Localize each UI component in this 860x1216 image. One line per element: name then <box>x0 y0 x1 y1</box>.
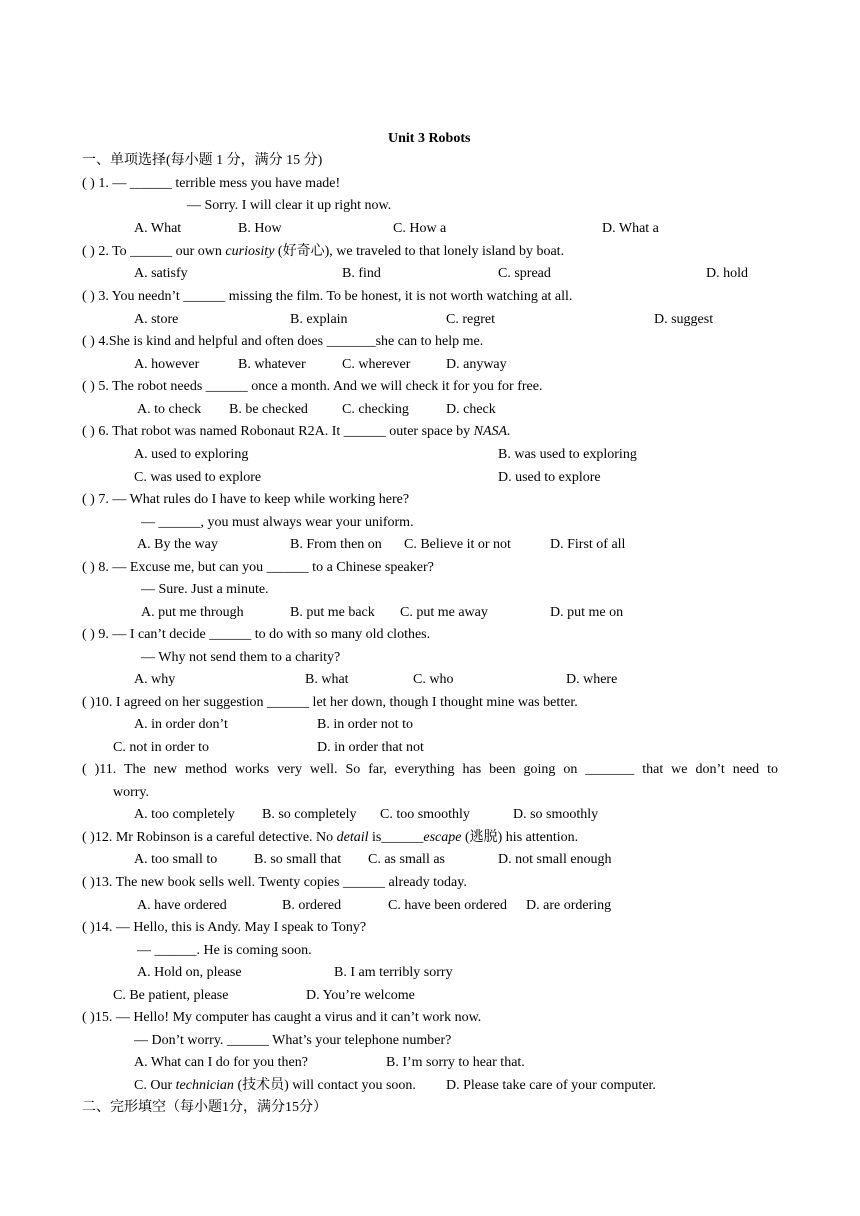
question-7-option-a: A. By the way <box>137 537 218 552</box>
question-1-stem: ( ) 1. — ______ terrible mess you have made! <box>82 176 341 191</box>
question-3-option-b: B. explain <box>290 312 348 327</box>
question-15-option-b: B. I’m sorry to hear that. <box>386 1055 525 1070</box>
question-8-option-a: A. put me through <box>141 605 244 620</box>
question-9-reply: — Why not send them to a charity? <box>141 650 341 665</box>
question-9-option-c: C. who <box>413 672 454 687</box>
question-14-option-a: A. Hold on, please <box>137 965 242 980</box>
question-2-option-c: C. spread <box>498 266 551 281</box>
question-2-option-b: B. find <box>342 266 381 281</box>
question-8-reply: — Sure. Just a minute. <box>141 582 269 597</box>
question-1-option-a: A. What <box>134 221 182 236</box>
question-14-stem: ( )14. — Hello, this is Andy. May I speak to Tony? <box>82 920 367 935</box>
question-13-option-a: A. have ordered <box>137 898 227 913</box>
question-12-option-a: A. too small to <box>134 852 218 867</box>
question-4-option-c: C. wherever <box>342 357 411 372</box>
question-14-reply: — ______. He is coming soon. <box>137 943 312 958</box>
question-1-option-b: B. How <box>238 221 282 236</box>
question-11-option-d: D. so smoothly <box>513 807 599 822</box>
question-7-option-c: C. Believe it or not <box>404 537 511 552</box>
question-12-option-b: B. so small that <box>254 852 342 867</box>
question-5-option-d: D. check <box>446 402 496 417</box>
question-14-option-b: B. I am terribly sorry <box>334 965 453 980</box>
question-12-option-d: D. not small enough <box>498 852 612 867</box>
question-7-stem: ( ) 7. — What rules do I have to keep while working here? <box>82 492 410 507</box>
question-10-stem: ( )10. I agreed on her suggestion ______ let her down, though I thought mine was better. <box>82 695 578 710</box>
question-13-stem: ( )13. The new book sells well. Twenty copies ______ already today. <box>82 875 467 890</box>
question-2-option-d: D. hold <box>706 266 748 281</box>
question-7-reply: — ______, you must always wear your uniform. <box>141 515 414 530</box>
question-3-option-a: A. store <box>134 312 179 327</box>
question-11-continuation: worry. <box>113 785 150 800</box>
question-10-option-d: D. in order that not <box>317 740 424 755</box>
question-1-reply: — Sorry. I will clear it up right now. <box>187 198 392 213</box>
question-9-option-a: A. why <box>134 672 176 687</box>
page-title: Unit 3 Robots <box>388 131 471 146</box>
question-15-option-c: C. Our technician (技术员) will contact you soon. <box>134 1078 416 1093</box>
question-5-option-b: B. be checked <box>229 402 308 417</box>
question-5-option-a: A. to check <box>137 402 202 417</box>
question-3-option-d: D. suggest <box>654 312 714 327</box>
question-4-stem: ( ) 4.She is kind and helpful and often does _______she can to help me. <box>82 334 484 349</box>
question-1-option-d: D. What a <box>602 221 659 236</box>
question-7-option-b: B. From then on <box>290 537 382 552</box>
question-1-option-c: C. How a <box>393 221 447 236</box>
question-11-option-c: C. too smoothly <box>380 807 470 822</box>
question-6-option-c: C. was used to explore <box>134 470 262 485</box>
question-13-option-c: C. have been ordered <box>388 898 507 913</box>
question-9-option-d: D. where <box>566 672 618 687</box>
question-13-option-d: D. are ordering <box>526 898 612 913</box>
question-9-stem: ( ) 9. — I can’t decide ______ to do with so many old clothes. <box>82 627 431 642</box>
question-15-reply: — Don’t worry. ______ What’s your telephone number? <box>134 1033 452 1048</box>
question-15-option-d: D. Please take care of your computer. <box>446 1078 656 1093</box>
question-12-stem: ( )12. Mr Robinson is a careful detective. No detail is______escape (逃脱) his attention. <box>82 830 579 845</box>
question-7-option-d: D. First of all <box>550 537 626 552</box>
question-11-option-a: A. too completely <box>134 807 235 822</box>
question-11-option-b: B. so completely <box>262 807 357 822</box>
question-14-option-d: D. You’re welcome <box>306 988 415 1003</box>
question-5-stem: ( ) 5. The robot needs ______ once a month. And we will check it for you for free. <box>82 379 543 394</box>
question-14-option-c: C. Be patient, please <box>113 988 229 1003</box>
question-4-option-b: B. whatever <box>238 357 306 372</box>
question-10-option-a: A. in order don’t <box>134 717 228 732</box>
question-8-option-d: D. put me on <box>550 605 624 620</box>
question-2-option-a: A. satisfy <box>134 266 188 281</box>
question-4-option-d: D. anyway <box>446 357 507 372</box>
question-5-option-c: C. checking <box>342 402 409 417</box>
question-10-option-b: B. in order not to <box>317 717 414 732</box>
question-4-option-a: A. however <box>134 357 200 372</box>
question-13-option-b: B. ordered <box>282 898 342 913</box>
question-15-stem: ( )15. — Hello! My computer has caught a virus and it can’t work now. <box>82 1010 482 1025</box>
question-12-option-c: C. as small as <box>368 852 445 867</box>
question-11-stem: ( )11. The new method works very well. So far, everything has been going on _______ that we don’t need to <box>82 762 778 777</box>
question-6-stem: ( ) 6. That robot was named Robonaut R2A. It ______ outer space by NASA. <box>82 424 511 439</box>
question-3-stem: ( ) 3. You needn’t ______ missing the film. To be honest, it is not worth watching at all. <box>82 289 573 304</box>
question-3-option-c: C. regret <box>446 312 495 327</box>
question-9-option-b: B. what <box>305 672 349 687</box>
question-8-stem: ( ) 8. — Excuse me, but can you ______ to a Chinese speaker? <box>82 560 434 575</box>
section-heading-1: 一、单项选择(每小题 1 分，满分 15 分) <box>82 153 323 168</box>
section-heading-2: 二、完形填空（每小题1分，满分15分） <box>82 1100 327 1115</box>
question-2-stem: ( ) 2. To ______ our own curiosity (好奇心), we traveled to that lonely island by boat. <box>82 244 565 259</box>
question-6-option-b: B. was used to exploring <box>498 447 637 462</box>
question-8-option-c: C. put me away <box>400 605 488 620</box>
question-8-option-b: B. put me back <box>290 605 375 620</box>
question-10-option-c: C. not in order to <box>113 740 210 755</box>
question-6-option-a: A. used to exploring <box>134 447 249 462</box>
question-15-option-a: A. What can I do for you then? <box>134 1055 308 1070</box>
question-6-option-d: D. used to explore <box>498 470 601 485</box>
